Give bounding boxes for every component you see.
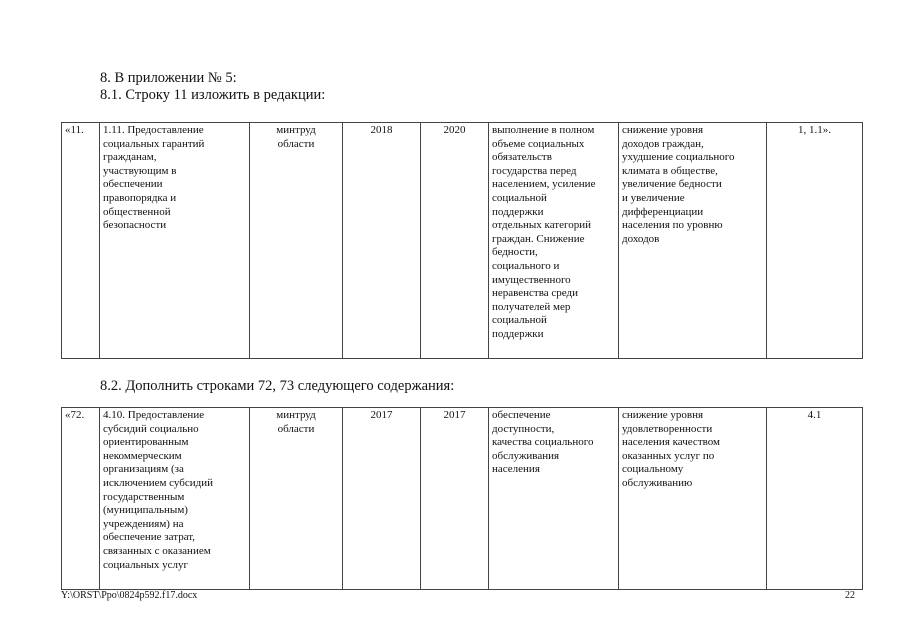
row-number: «11. bbox=[62, 123, 100, 359]
start-year-cell: 2017 bbox=[343, 408, 421, 590]
subsection-heading-8-1: 8.1. Строку 11 изложить в редакции: bbox=[100, 87, 326, 103]
subsection-heading-8-2: 8.2. Дополнить строками 72, 73 следующего содержания: bbox=[100, 378, 455, 394]
table-row-72 bbox=[61, 407, 863, 590]
row-number: «72. bbox=[62, 408, 100, 590]
expected-result-cell: выполнение в полном объеме социальных обязательств государства перед населением, усиление социальной поддержки отдельных категорий граждан. Снижение бедности, социального и имущественного неравенства среди получателей мер социальной поддержки bbox=[489, 123, 619, 359]
indicator-link-cell: 4.1 bbox=[767, 408, 863, 590]
expected-result-cell: обеспечение доступности, качества социального обслуживания населения bbox=[489, 408, 619, 590]
measure-cell: 4.10. Предоставление субсидий социально ориентированным некоммерческим организациям (за исключением субсидий государственным (муниципальным) учреждениям) на обеспечение затрат, связанных с оказанием социальных услуг bbox=[100, 408, 250, 590]
end-year-cell: 2017 bbox=[421, 408, 489, 590]
measure-cell: 1.11. Предоставление социальных гарантий гражданам, участвующим в обеспечении правопорядка и общественной безопасности bbox=[100, 123, 250, 359]
executor-cell: минтруд области bbox=[250, 408, 343, 590]
table-row-11 bbox=[61, 122, 863, 359]
indicator-link-cell: 1, 1.1». bbox=[767, 123, 863, 359]
consequence-cell: снижение уровня удовлетворенности населения качеством оказанных услуг по социальному обслуживанию bbox=[619, 408, 767, 590]
page-number: 22 bbox=[845, 590, 855, 601]
consequence-cell: снижение уровня доходов граждан, ухудшение социального климата в обществе, увеличение бедности и увеличение дифференциации населения по уровню доходов bbox=[619, 123, 767, 359]
executor-cell: минтруд области bbox=[250, 123, 343, 359]
start-year-cell: 2018 bbox=[343, 123, 421, 359]
end-year-cell: 2020 bbox=[421, 123, 489, 359]
footer-file-path: Y:\ORST\Ppo\0824p592.f17.docx bbox=[61, 590, 198, 601]
section-heading: 8. В приложении № 5: bbox=[100, 70, 237, 86]
